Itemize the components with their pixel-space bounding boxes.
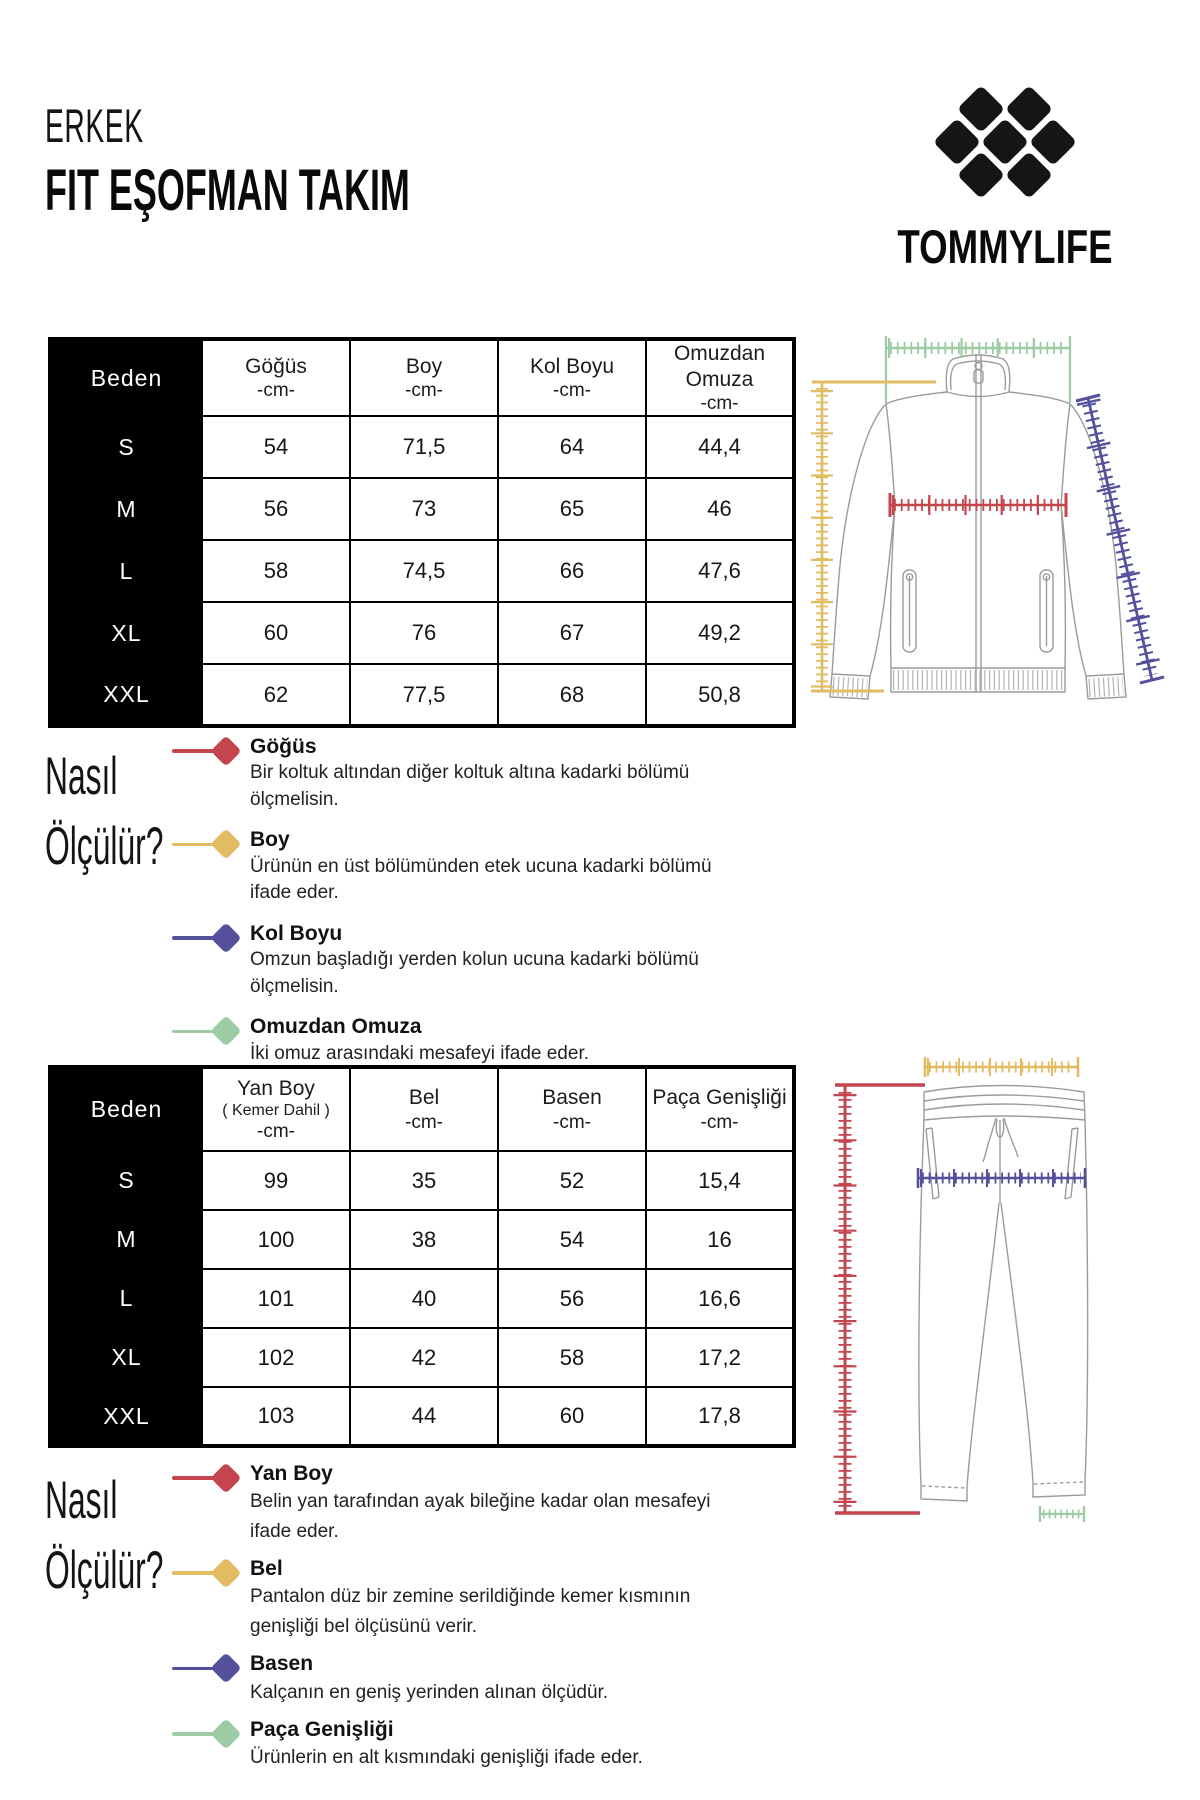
value-cell: 71,5 <box>350 416 498 478</box>
legend-item <box>172 1013 712 1067</box>
pants-outline <box>919 1086 1088 1502</box>
value-cell: 52 <box>498 1151 646 1210</box>
size-cell: L <box>50 1269 202 1328</box>
legend-description: Ürünün en üst bölümünden etek ucuna kadarki bölümü ifade eder. <box>250 855 712 904</box>
legend-item <box>172 1716 717 1773</box>
column-header: Paça Genişliği -cm- <box>646 1067 794 1151</box>
brand-diamonds-icon <box>845 78 1165 210</box>
legend-item <box>172 1650 717 1707</box>
table-row <box>50 1269 794 1328</box>
legend-label: Bel <box>250 1557 283 1581</box>
value-cell: 16,6 <box>646 1269 794 1328</box>
value-cell: 68 <box>498 664 646 726</box>
waist-ruler <box>925 1057 1078 1077</box>
size-cell: XL <box>50 1328 202 1387</box>
page-title <box>45 100 634 224</box>
value-cell: 76 <box>350 602 498 664</box>
value-cell: 40 <box>350 1269 498 1328</box>
value-cell: 60 <box>498 1387 646 1446</box>
jacket-measure-legend <box>172 733 712 1067</box>
legend-label: Boy <box>250 828 290 852</box>
hem-width-ruler <box>1040 1506 1084 1522</box>
brand-logo <box>845 78 1165 274</box>
legend-label: Göğüs <box>250 735 317 758</box>
legend-item <box>172 920 712 1000</box>
value-cell: 44 <box>350 1387 498 1446</box>
legend-description: Bir koltuk altından diğer koltuk altına kadarki bölümü ölçmelisin. <box>250 762 690 810</box>
table-row <box>50 1387 794 1446</box>
value-cell: 102 <box>202 1328 350 1387</box>
shoulder-diamond-icon <box>172 1020 250 1042</box>
value-cell: 103 <box>202 1387 350 1446</box>
column-header: Göğüs -cm- <box>202 339 350 416</box>
legend-item <box>172 1555 717 1641</box>
size-column-header: Beden <box>50 1067 202 1151</box>
value-cell: 42 <box>350 1328 498 1387</box>
table-header-row <box>50 1067 794 1151</box>
value-cell: 99 <box>202 1151 350 1210</box>
hip-ruler <box>918 1168 1085 1188</box>
value-cell: 101 <box>202 1269 350 1328</box>
value-cell: 67 <box>498 602 646 664</box>
jacket-outline <box>830 354 1126 699</box>
size-cell: S <box>50 1151 202 1210</box>
value-cell: 46 <box>646 478 794 540</box>
value-cell: 56 <box>202 478 350 540</box>
legend-description: Pantalon düz bir zemine serildiğinde kemer kısmının genişliği bel ölçüsünü verir. <box>250 1586 691 1637</box>
value-cell: 44,4 <box>646 416 794 478</box>
column-header: Kol Boyu -cm- <box>498 339 646 416</box>
value-cell: 58 <box>202 540 350 602</box>
table-row <box>50 416 794 478</box>
value-cell: 62 <box>202 664 350 726</box>
value-cell: 54 <box>202 416 350 478</box>
legend-label: Yan Boy <box>250 1462 333 1485</box>
pants-size-table <box>48 1065 796 1448</box>
size-cell: XL <box>50 602 202 664</box>
size-cell: S <box>50 416 202 478</box>
brand-name: TOMMYLIFE <box>897 220 1113 273</box>
value-cell: 77,5 <box>350 664 498 726</box>
value-cell: 100 <box>202 1210 350 1269</box>
legend-item <box>172 1460 717 1546</box>
value-cell: 17,8 <box>646 1387 794 1446</box>
size-cell: XXL <box>50 1387 202 1446</box>
howto-heading-jacket: Nasıl Ölçülür? <box>45 747 164 876</box>
legend-description: Kalçanın en geniş yerinden alınan ölçüdür. <box>250 1681 609 1703</box>
table-row <box>50 1210 794 1269</box>
size-cell: XXL <box>50 664 202 726</box>
pants-measure-legend <box>172 1460 717 1773</box>
value-cell: 35 <box>350 1151 498 1210</box>
column-header: Yan Boy ( Kemer Dahil ) -cm- <box>202 1067 350 1151</box>
value-cell: 73 <box>350 478 498 540</box>
table-row <box>50 1151 794 1210</box>
chest-diamond-icon <box>172 740 250 762</box>
value-cell: 64 <box>498 416 646 478</box>
side-length-ruler <box>835 1085 925 1513</box>
column-header: Bel -cm- <box>350 1067 498 1151</box>
value-cell: 50,8 <box>646 664 794 726</box>
hip-diamond-icon <box>172 1657 250 1679</box>
table-row <box>50 664 794 726</box>
value-cell: 60 <box>202 602 350 664</box>
legend-label: Paça Genişliği <box>250 1718 394 1742</box>
value-cell: 56 <box>498 1269 646 1328</box>
hem-width-diamond-icon <box>172 1723 250 1745</box>
table-header-row <box>50 339 794 416</box>
length-ruler <box>811 382 936 691</box>
column-header: Omuzdan Omuza -cm- <box>646 339 794 416</box>
size-cell: L <box>50 540 202 602</box>
legend-description: Ürünlerin en alt kısmındaki genişliği ifade eder. <box>250 1747 643 1769</box>
jacket-size-table <box>48 337 796 728</box>
size-column-header: Beden <box>50 339 202 416</box>
value-cell: 16 <box>646 1210 794 1269</box>
legend-description: İki omuz arasındaki mesafeyi ifade eder. <box>250 1042 590 1064</box>
value-cell: 65 <box>498 478 646 540</box>
howto-heading-pants: Nasıl Ölçülür? <box>45 1471 164 1600</box>
column-header: Basen -cm- <box>498 1067 646 1151</box>
legend-label: Basen <box>250 1652 314 1676</box>
sleeve-diamond-icon <box>172 927 250 949</box>
length-diamond-icon <box>172 833 250 855</box>
value-cell: 49,2 <box>646 602 794 664</box>
legend-description: Belin yan tarafından ayak bileğine kadar olan mesafeyi ifade eder. <box>250 1491 711 1542</box>
legend-description: Omzun başladığı yerden kolun ucuna kadarki bölümü ölçmelisin. <box>250 949 699 997</box>
table-row <box>50 540 794 602</box>
table-row <box>50 1328 794 1387</box>
table-row <box>50 478 794 540</box>
legend-label: Kol Boyu <box>250 921 343 945</box>
product-title: FIT EŞOFMAN TAKIM <box>45 157 410 223</box>
value-cell: 54 <box>498 1210 646 1269</box>
value-cell: 15,4 <box>646 1151 794 1210</box>
column-header: Boy -cm- <box>350 339 498 416</box>
waist-diamond-icon <box>172 1562 250 1584</box>
chest-ruler <box>890 493 1066 517</box>
size-cell: M <box>50 1210 202 1269</box>
value-cell: 58 <box>498 1328 646 1387</box>
legend-label: Omuzdan Omuza <box>250 1015 422 1039</box>
value-cell: 74,5 <box>350 540 498 602</box>
legend-item <box>172 826 712 906</box>
value-cell: 47,6 <box>646 540 794 602</box>
value-cell: 66 <box>498 540 646 602</box>
pants-drawing <box>800 1040 1110 1540</box>
size-cell: M <box>50 478 202 540</box>
category-title: ERKEK <box>45 99 144 152</box>
side-length-diamond-icon <box>172 1467 250 1489</box>
value-cell: 17,2 <box>646 1328 794 1387</box>
value-cell: 38 <box>350 1210 498 1269</box>
jacket-drawing <box>700 280 1170 710</box>
table-row <box>50 602 794 664</box>
jacket-ribbing <box>833 680 1123 688</box>
legend-item <box>172 733 712 813</box>
